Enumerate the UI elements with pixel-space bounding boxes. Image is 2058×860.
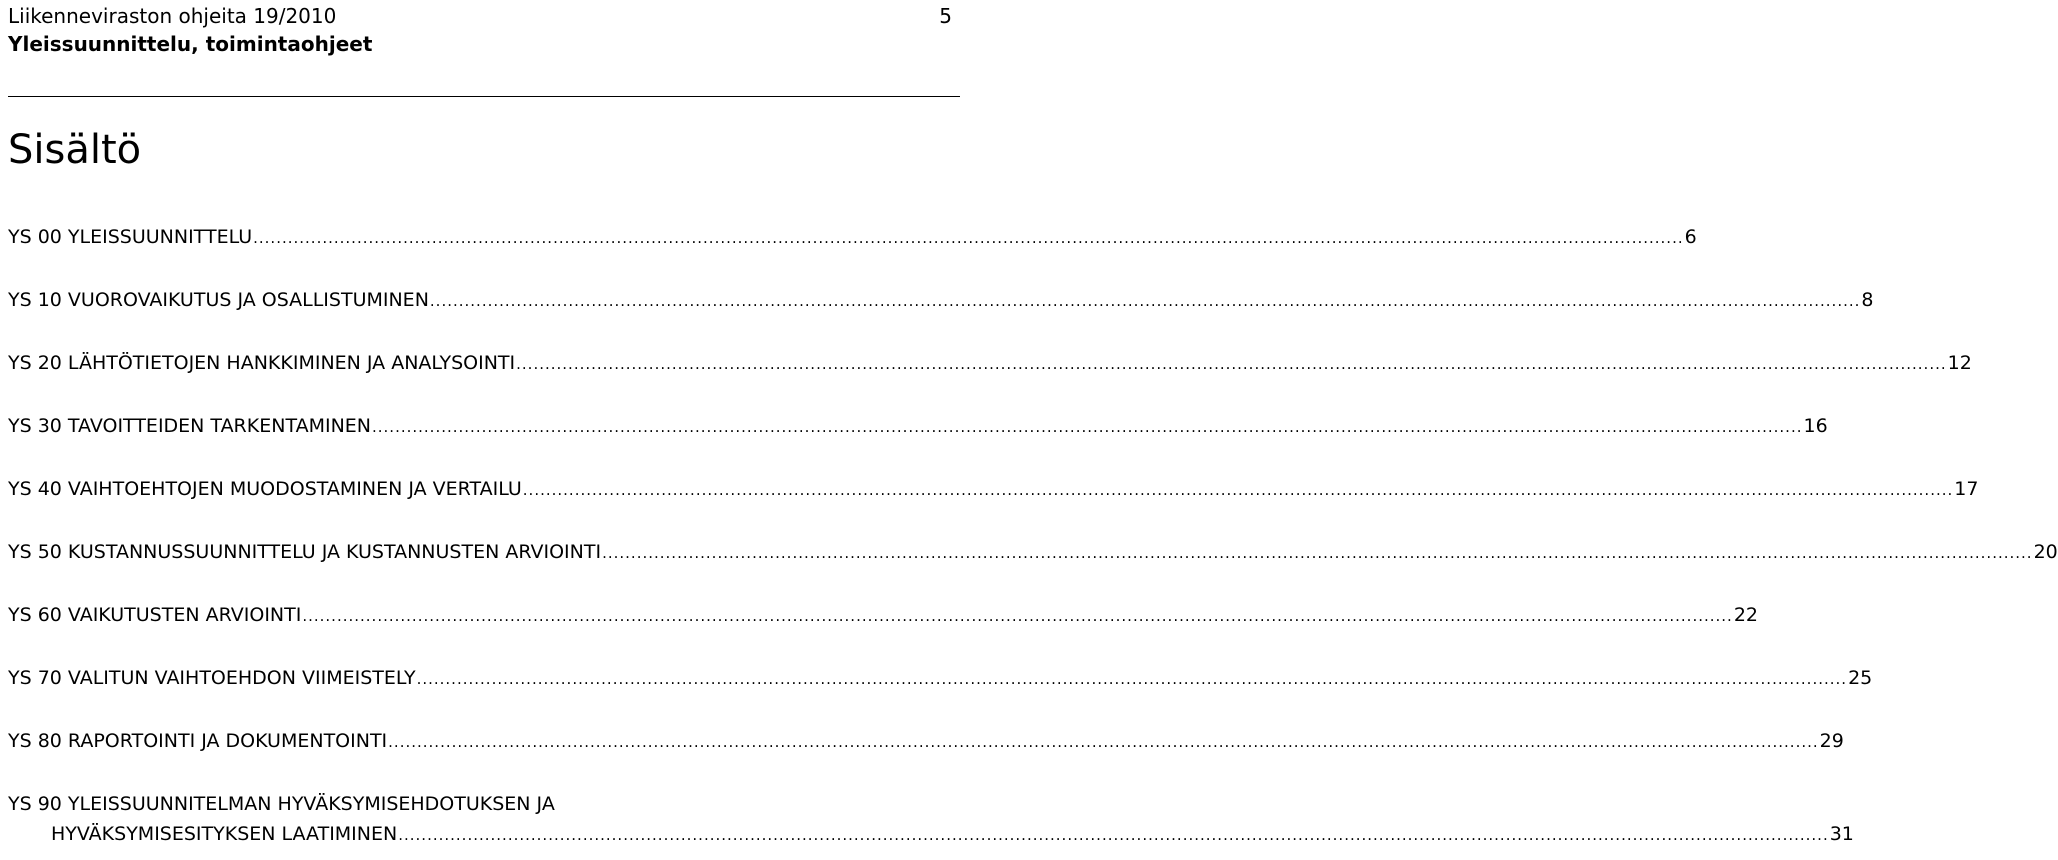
toc-entry-page: 12 [1947, 352, 1972, 374]
toc-entry-page: 20 [2033, 541, 2058, 563]
toc-entry-page: 16 [1803, 415, 1828, 437]
toc-entry-text: YS 50 KUSTANNUSSUUNNITTELU JA KUSTANNUSTEN ARVIOINTI [8, 541, 602, 563]
toc-entry-text-line2: HYVÄKSYMISESITYKSEN LAATIMINEN [51, 823, 398, 845]
toc-entry-text: YS 40 VAIHTOEHTOJEN MUODOSTAMINEN JA VERTAILU [8, 478, 522, 500]
toc-title: Sisältö [8, 127, 142, 173]
toc-dot-leader: ........................................................................................................................................................................................................................................................ [398, 826, 1829, 844]
header-divider [8, 96, 960, 97]
toc-dot-leader: ........................................................................................................................................................................................................................................................ [522, 481, 1954, 499]
toc-dot-leader: ........................................................................................................................................................................................................................................................ [372, 418, 1803, 436]
toc-entry-ys20[interactable] [8, 348, 1972, 411]
toc-entry-page: 17 [1954, 478, 1979, 500]
toc-entry-ys00[interactable] [8, 222, 1697, 285]
toc-entry-page: 29 [1819, 730, 1844, 752]
toc-dot-leader: ........................................................................................................................................................................................................................................................ [388, 733, 1819, 751]
toc-entry-text: YS 00 YLEISSUUNNITTELU [8, 226, 253, 248]
toc-entry-page: 22 [1733, 604, 1759, 626]
toc-entry-text: YS 80 RAPORTOINTI JA DOKUMENTOINTI [8, 730, 388, 752]
toc-dot-leader: ........................................................................................................................................................................................................................................................ [516, 355, 1947, 373]
toc-dot-leader: ........................................................................................................................................................................................................................................................ [416, 670, 1848, 688]
toc-entry-text: YS 10 VUOROVAIKUTUS JA OSALLISTUMINEN [8, 289, 429, 311]
toc-entry-page: 25 [1848, 667, 1873, 689]
toc-entry-page: 6 [1684, 226, 1697, 248]
toc-entry-text: YS 70 VALITUN VAIHTOEHDON VIIMEISTELY [8, 667, 416, 689]
toc-entry-ys60[interactable] [8, 600, 1759, 663]
toc-dot-leader: ........................................................................................................................................................................................................................................................ [302, 607, 1733, 625]
toc-entry-text: YS 60 VAIKUTUSTEN ARVIOINTI [8, 604, 302, 626]
toc-entry-ys10[interactable] [8, 285, 1874, 348]
toc-entry-ys70[interactable] [8, 663, 1873, 726]
publication-title: Yleissuunnittelu, toimintaohjeet [8, 32, 373, 56]
page-header [8, 2, 952, 58]
toc-dot-leader: ........................................................................................................................................................................................................................................................ [253, 229, 1684, 247]
page-number: 5 [939, 4, 952, 28]
toc-entry-page: 8 [1861, 289, 1874, 311]
toc-entry-text: YS 30 TAVOITTEIDEN TARKENTAMINEN [8, 415, 371, 437]
toc-entry-ys30[interactable] [8, 411, 1828, 474]
toc-entry-text: YS 20 LÄHTÖTIETOJEN HANKKIMINEN JA ANALYSOINTI [8, 352, 516, 374]
toc-dot-leader: ........................................................................................................................................................................................................................................................ [429, 292, 1861, 310]
toc-entry-ys90[interactable] [8, 789, 1854, 850]
toc-entry-page: 31 [1829, 823, 1854, 845]
toc-entry-ys40[interactable] [8, 474, 1979, 537]
publication-series: Liikenneviraston ohjeita 19/2010 [8, 4, 337, 28]
table-of-contents [8, 222, 2058, 850]
toc-dot-leader: ........................................................................................................................................................................................................................................................ [602, 544, 2033, 562]
toc-entry-ys50[interactable] [8, 537, 2058, 600]
toc-entry-ys80[interactable] [8, 726, 1844, 789]
toc-entry-text-line1: YS 90 YLEISSUUNNITELMAN HYVÄKSYMISEHDOTUKSEN JA [8, 793, 555, 815]
